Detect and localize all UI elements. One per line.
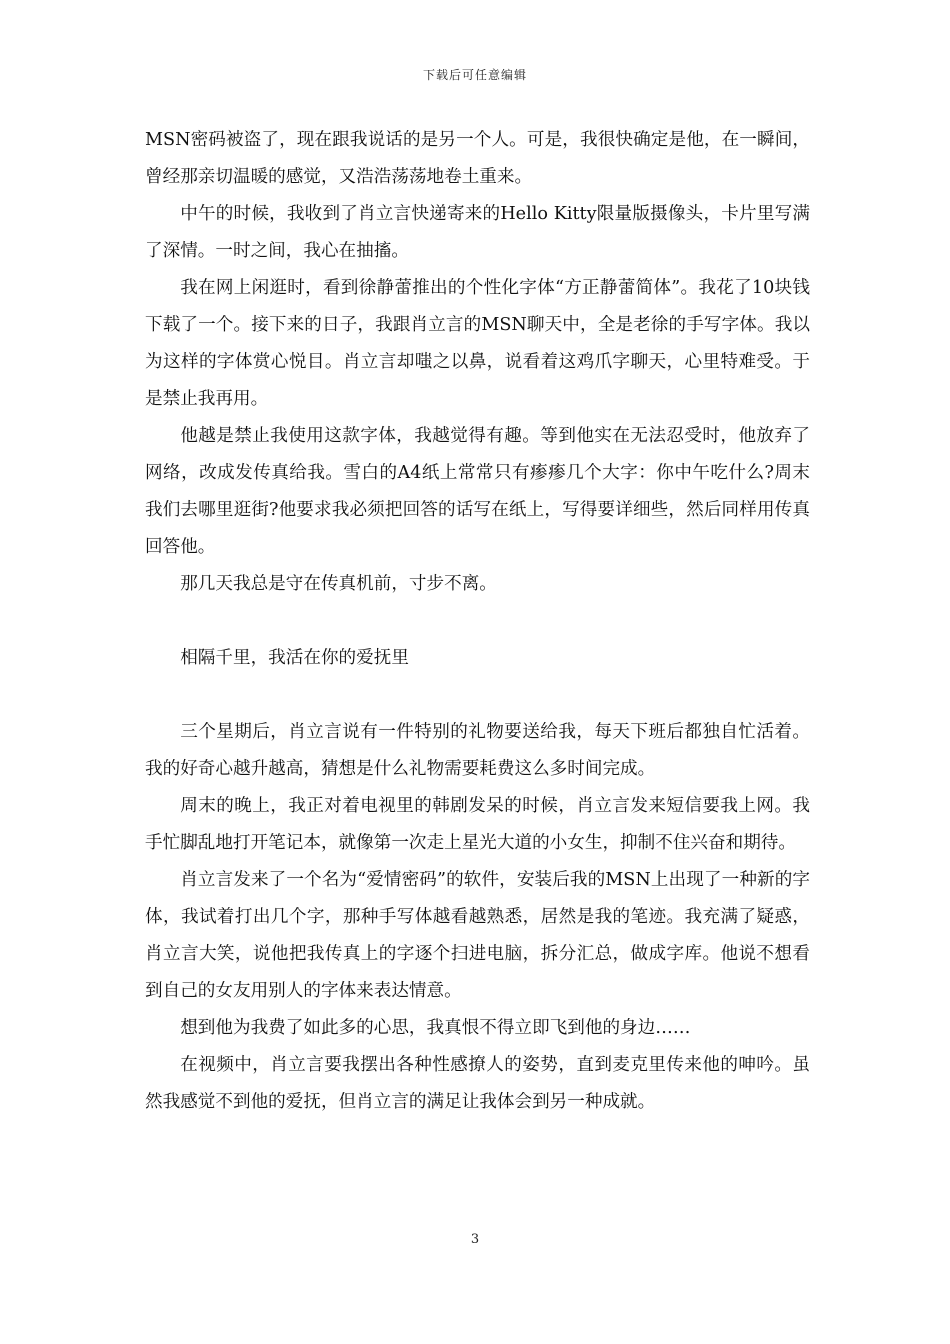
section-heading: 相隔千里，我活在你的爱抚里 — [180, 648, 409, 668]
page-number: 3 — [470, 1232, 480, 1247]
paragraph: 三个星期后，肖立言说有一件特别的礼物要送给我，每天下班后都独自忙活着。我的好奇心越升越高，猜想是什么礼物需要耗费这么多时间完成。 — [145, 722, 810, 779]
document-body — [145, 122, 810, 1121]
paragraph: 那几天我总是守在传真机前，寸步不离。 — [180, 574, 497, 594]
paragraph: 在视频中，肖立言要我摆出各种性感撩人的姿势，直到麦克里传来他的呻吟。虽然我感觉不到他的爱抚，但肖立言的满足让我体会到另一种成就。 — [145, 1055, 810, 1112]
paragraph: 周末的晚上，我正对着电视里的韩剧发呆的时候，肖立言发来短信要我上网。我手忙脚乱地打开笔记本，就像第一次走上星光大道的小女生，抑制不住兴奋和期待。 — [145, 796, 810, 853]
page-header: 下载后可任意编辑 — [422, 68, 527, 82]
paragraph: 中午的时候，我收到了肖立言快递寄来的Hello Kitty限量版摄像头，卡片里写满了深情。一时之间，我心在抽搐。 — [145, 204, 810, 261]
paragraph: 想到他为我费了如此多的心思，我真恨不得立即飞到他的身边…… — [180, 1018, 691, 1038]
paragraph: 我在网上闲逛时，看到徐静蕾推出的个性化字体“方正静蕾简体”。我花了10块钱下载了一个。接下来的日子，我跟肖立言的MSN聊天中，全是老徐的手写字体。我以为这样的字体赏心悦目。肖立言却嗤之以鼻，说看着这鸡爪字聊天，心里特难受。于是禁止我再用。 — [145, 278, 810, 409]
paragraph: 他越是禁止我使用这款字体，我越觉得有趣。等到他实在无法忍受时，他放弃了网络，改成发传真给我。雪白的A4纸上常常只有瘆瘆几个大字：你中午吃什么?周末我们去哪里逛街?他要求我必须把回答的话写在纸上，写得要详细些，然后同样用传真回答他。 — [145, 426, 810, 557]
paragraph: 肖立言发来了一个名为“爱情密码”的软件，安装后我的MSN上出现了一种新的字体，我试着打出几个字，那种手写体越看越熟悉，居然是我的笔迹。我充满了疑惑，肖立言大笑，说他把我传真上的字逐个扫进电脑，拆分汇总，做成字库。他说不想看到自己的女友用别人的字体来表达情意。 — [145, 870, 810, 1001]
paragraph-continued: MSN密码被盗了，现在跟我说话的是另一个人。可是，我很快确定是他，在一瞬间，曾经那亲切温暖的感觉，又浩浩荡荡地卷土重来。 — [145, 130, 810, 187]
